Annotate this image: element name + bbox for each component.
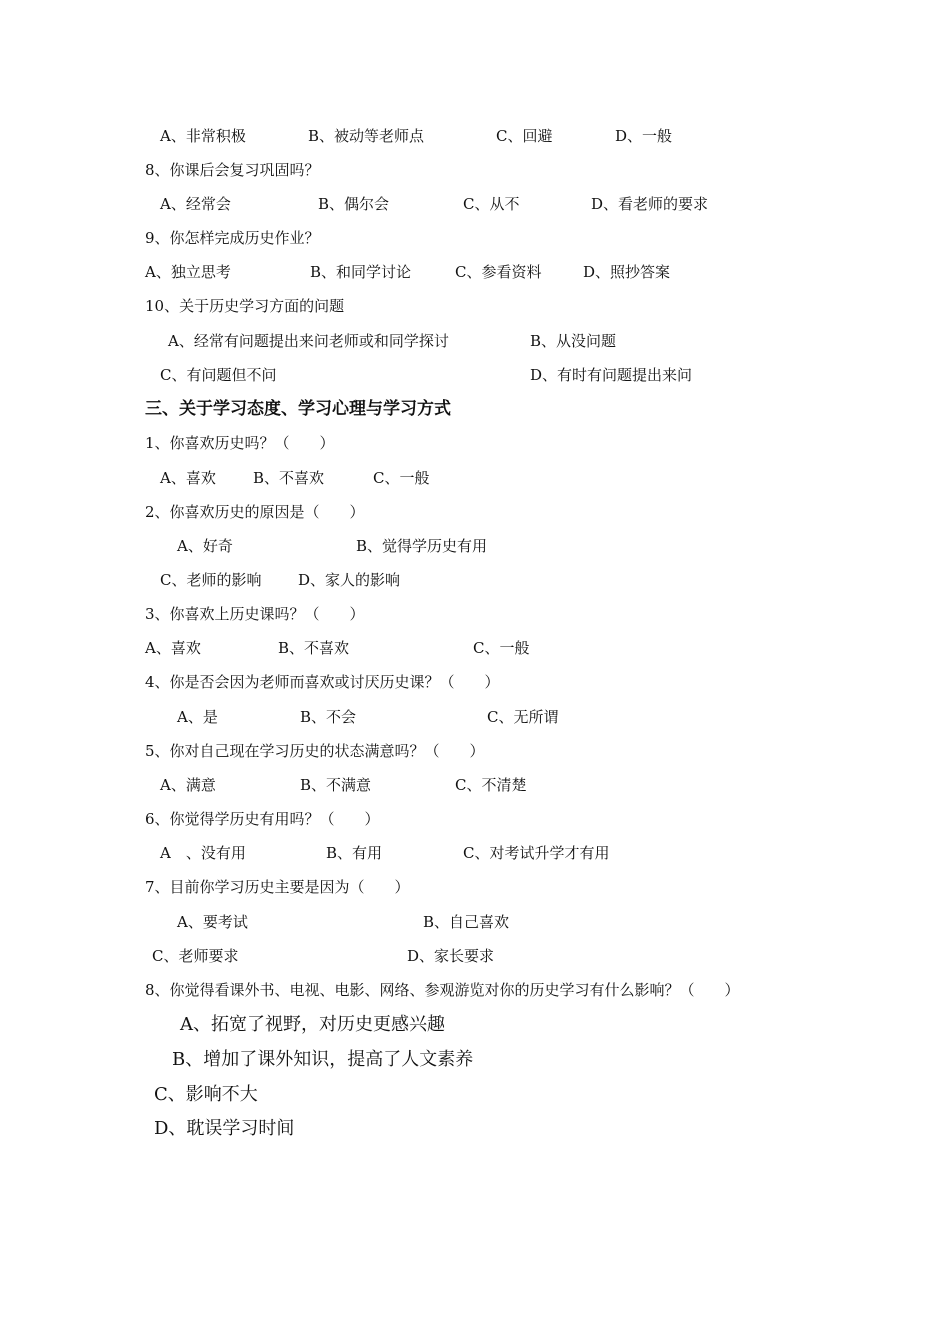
option[interactable]: D、家人的影响 (298, 571, 401, 589)
option[interactable]: B、不喜欢 (278, 639, 350, 657)
option[interactable]: C、老师的影响 (160, 571, 262, 589)
option[interactable]: C、一般 (473, 639, 530, 657)
document-page: A、非常积极 B、被动等老师点 C、回避 D、一般 8、你课后会复习巩固吗？ A、经常会 B、偶尔会 C、从不 D、看老师的要求 9、你怎样完成历史作业？ A、独立思考 B、和同学讨论 C、参看资料 D、照抄答案 10、关于历史学习方面的问题 A、经常有问题提出来问老师或和同学探讨 B、从没问题 C、有问题但不问 D、有时有问题提出来问 三、关于学习态度、学习心理与学习方式 1、你喜欢历史吗？（ ） A、喜欢 B、不喜欢 C、一般 2、你喜欢历史的原因是（ ） A、好奇 B、觉得学历史有用 C、老师的影响 D、家人的影响 3、你喜欢上历史课吗？（ ） A、喜欢 B、不喜欢 C、一般 4、你是否会因为老师而喜欢或讨厌历史课？（ ） A、是 B、不会 C、无所谓 5、你对自己现在学习历史的状态满意吗？（ ） A、满意 B、不满意 C、不清楚 6、你觉得学历史有用吗？（ ） A 、没有用 B、有用 C、对考试升学才有用 7、目前你学习历史主要是因为（ ） A、要考试 B、自己喜欢 C、老师要求 D、家长要求 8、你觉得看课外书、电视、电影、网络、参观游览对你的历史学习有什么影响？（ ） A、拓宽了视野，对历史更感兴趣 B、增加了课外知识，提高了人文素养 C、影响不大 D、耽误学习时间 (145, 127, 740, 1139)
option[interactable]: D、看老师的要求 (591, 195, 709, 213)
option[interactable]: A、是 (177, 708, 218, 726)
option[interactable]: B、偶尔会 (318, 195, 390, 213)
option[interactable]: C、从不 (463, 195, 520, 213)
option[interactable]: B、不满意 (300, 776, 372, 794)
option[interactable]: A、经常有问题提出来问老师或和同学探讨 (168, 332, 449, 350)
option[interactable]: A、经常会 (160, 195, 231, 213)
option[interactable]: D、耽误学习时间 (154, 1118, 295, 1139)
option[interactable]: C、有问题但不问 (160, 366, 277, 384)
option[interactable]: D、有时有问题提出来问 (530, 366, 693, 384)
option[interactable]: A、喜欢 (160, 469, 216, 487)
option[interactable]: D、照抄答案 (583, 263, 671, 281)
option[interactable]: B、觉得学历史有用 (356, 537, 488, 555)
option[interactable]: B、有用 (326, 844, 383, 862)
option[interactable]: C、参看资料 (455, 263, 542, 281)
option[interactable]: A、拓宽了视野，对历史更感兴趣 (180, 1014, 445, 1035)
option[interactable]: C、回避 (496, 127, 553, 145)
option[interactable]: C、对考试升学才有用 (463, 844, 610, 862)
option[interactable]: B、和同学讨论 (310, 263, 412, 281)
option[interactable]: B、被动等老师点 (308, 127, 425, 145)
option[interactable]: A 、没有用 (160, 844, 246, 862)
option[interactable]: C、老师要求 (152, 947, 239, 965)
option[interactable]: C、一般 (373, 469, 430, 487)
option[interactable]: A、满意 (160, 776, 216, 794)
option[interactable]: A、喜欢 (145, 639, 201, 657)
option[interactable]: C、影响不大 (154, 1084, 258, 1105)
option[interactable]: D、家长要求 (407, 947, 495, 965)
option[interactable]: A、非常积极 (160, 127, 246, 145)
option[interactable]: C、不清楚 (455, 776, 527, 794)
option[interactable]: B、不喜欢 (253, 469, 325, 487)
option[interactable]: B、不会 (300, 708, 357, 726)
option[interactable]: B、自己喜欢 (423, 913, 510, 931)
option[interactable]: A、要考试 (177, 913, 248, 931)
option[interactable]: B、从没问题 (530, 332, 617, 350)
option[interactable]: B、增加了课外知识，提高了人文素养 (172, 1049, 474, 1070)
option[interactable]: A、独立思考 (145, 263, 231, 281)
option[interactable]: A、好奇 (177, 537, 233, 555)
option[interactable]: C、无所谓 (487, 708, 559, 726)
option[interactable]: D、一般 (615, 127, 673, 145)
